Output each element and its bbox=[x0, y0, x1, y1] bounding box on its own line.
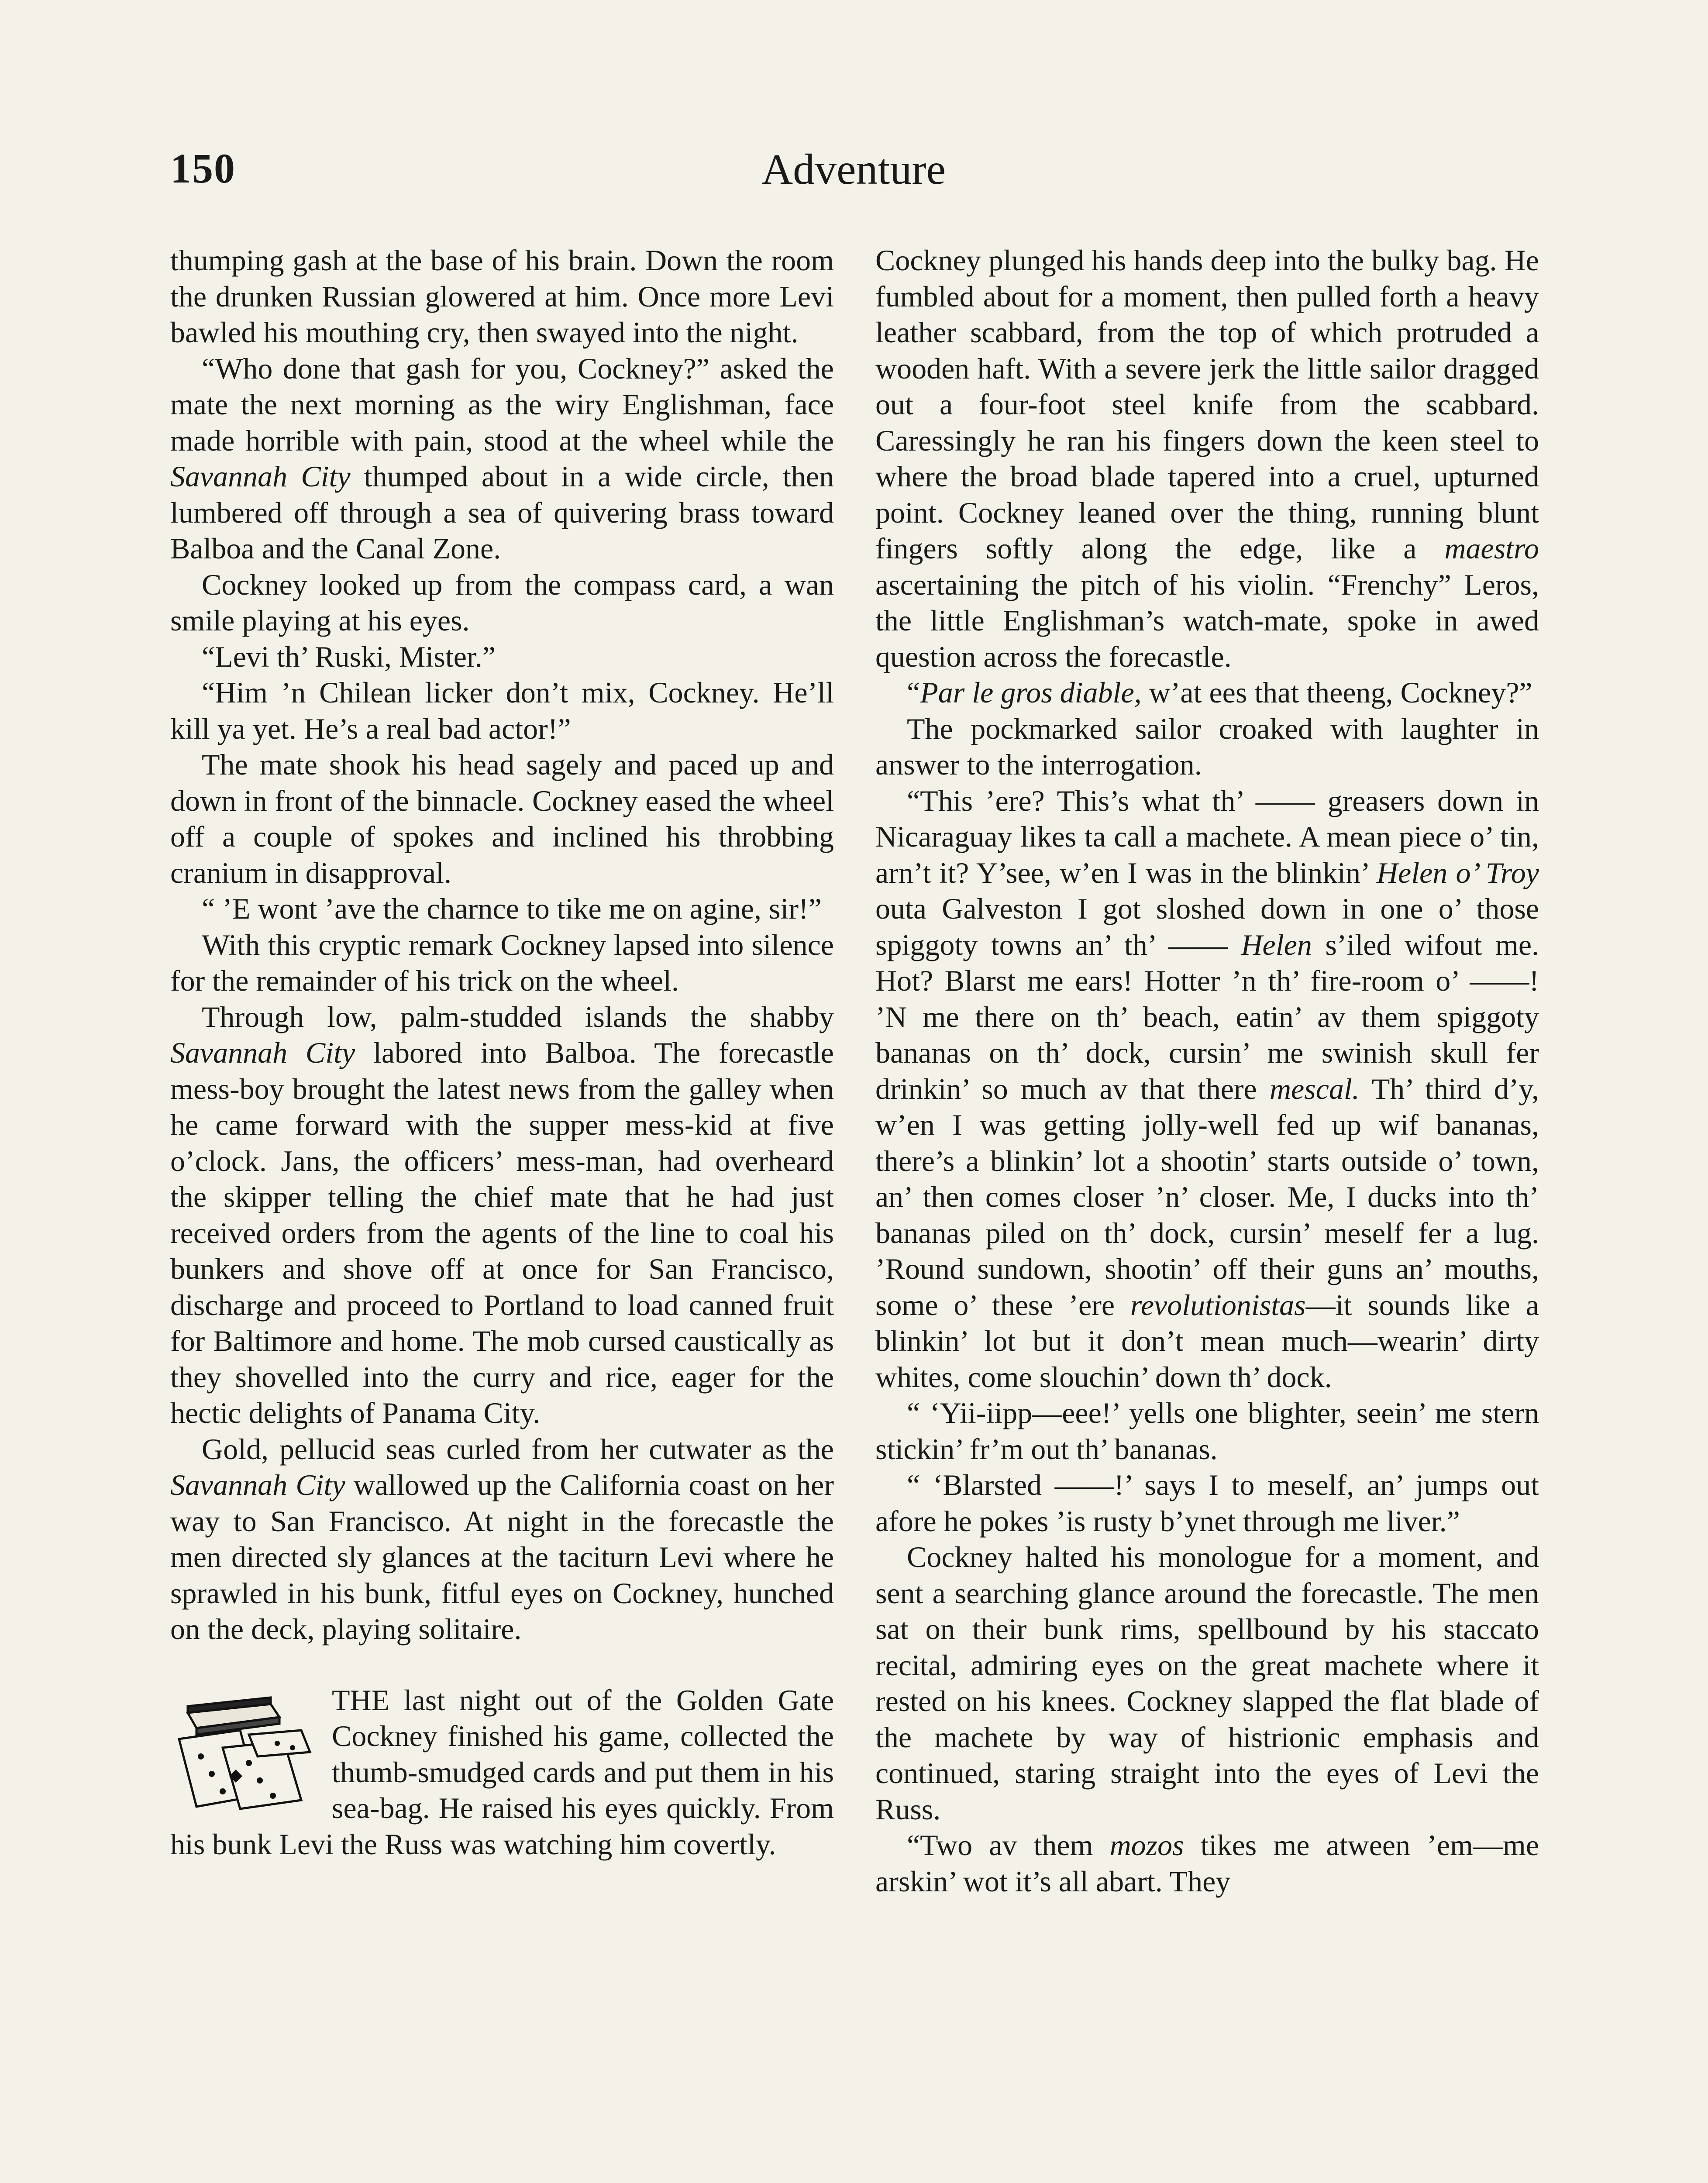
paragraph: “Who done that gash for you, Cockney?” asked the mate the next morning as the wiry Englishman, face made horrible with pain, stood at the wheel while the Savannah City thumped about in a wide circle, then lumbered off through a sea of quivering brass toward Balboa and the Canal Zone. bbox=[170, 351, 834, 565]
page-number: 150 bbox=[170, 145, 236, 192]
paragraph: The mate shook his head sagely and paced up and down in front of the binnacle. Cockney eased the wheel off a couple of spokes and inclined his throbbing cranium in disapproval. bbox=[170, 748, 834, 889]
section-opening-paragraph: THE last night out of the Golden Gate Cockney finished his game, collected the thumb-smudged cards and put them in his sea-bag. He raised his eyes quickly. From his bunk Levi the Russ was watching him covertly. bbox=[170, 1683, 834, 1861]
paragraph: “This ’ere? This’s what th’ —— greasers down in Nicaraguay likes ta call a machete. A mean piece o’ tin, arn’t it? Y’see, w’en I was in the blinkin’ Helen o’ Troy outa Galveston I got sloshed down in one o’ those spiggoty towns an’ th’ —— Helen s’iled wifout me. Hot? Blarst me ears! Hotter ’n th’ fire-room o’ ——! ’N me there on th’ beach, eatin’ av them spiggoty bananas on th’ dock, cursin’ me swinish skull fer drinkin’ so much av that there mescal. Th’ third d’y, w’en I was getting jolly-well fed up wif bananas, there’s a blinkin’ lot a shootin’ starts outside o’ town, an’ then comes closer ’n’ closer. Me, I ducks into th’ bananas piled on th’ dock, cursin’ meself fer a lug. ’Round sundown, shootin’ off their guns an’ mouths, some o’ these ’ere revolutionistas—it sounds like a blinkin’ lot but it don’t mean much—wearin’ dirty whites, come slouchin’ down th’ dock. bbox=[875, 784, 1539, 1394]
paragraph: “Two av them mozos tikes me atween ’em—me arskin’ wot it’s all abart. They bbox=[875, 1828, 1539, 1898]
paragraph: “ ’E wont ’ave the charnce to tike me on agine, sir!” bbox=[202, 892, 822, 925]
paragraph: “ ‘Yii-iipp—eee!’ yells one blighter, seein’ me stern stickin’ fr’m out th’ bananas. bbox=[875, 1396, 1539, 1466]
left-column bbox=[170, 242, 834, 1862]
paragraph: Gold, pellucid seas curled from her cutwater as the Savannah City wallowed up the California coast on her way to San Francisco. At night in the forecastle the men directed sly glances at the taciturn Levi where he sprawled in his bunk, fitful eyes on Cockney, hunched on the deck, playing solitaire. bbox=[170, 1432, 834, 1646]
ship-name: Savannah City bbox=[170, 1036, 355, 1069]
ship-name: Savannah City bbox=[170, 460, 351, 493]
right-column bbox=[875, 242, 1539, 1899]
paragraph: “Levi th’ Ruski, Mister.” bbox=[202, 640, 496, 673]
paragraph: “Him ’n Chilean licker don’t mix, Cockney. He’ll kill ya yet. He’s a real bad actor!” bbox=[170, 676, 834, 745]
ship-name: Savannah City bbox=[170, 1468, 345, 1501]
paragraph: With this cryptic remark Cockney lapsed into silence for the remainder of his trick on the wheel. bbox=[170, 928, 834, 997]
paragraph: Cockney looked up from the compass card, a wan smile playing at his eyes. bbox=[170, 568, 834, 637]
paragraph: thumping gash at the base of his brain. Down the room the drunken Russian glowered at him. Once more Levi bawled his mouthing cry, then swayed into the night. bbox=[170, 244, 834, 349]
playing-cards-icon bbox=[170, 1687, 314, 1818]
paragraph: “Par le gros diable, w’at ees that theeng, Cockney?” bbox=[907, 676, 1532, 709]
section-cap-word: THE bbox=[332, 1683, 390, 1717]
paragraph: The pockmarked sailor croaked with laughter in answer to the interrogation. bbox=[875, 712, 1539, 781]
page-header bbox=[170, 144, 1537, 205]
magazine-title: Adventure bbox=[761, 145, 946, 193]
paragraph: “ ‘Blarsted ——!’ says I to meself, an’ jumps out afore he pokes ’is rusty b’ynet through me liver.” bbox=[875, 1468, 1539, 1538]
paragraph: Cockney plunged his hands deep into the bulky bag. He fumbled about for a moment, then pulled forth a heavy leather scabbard, from the top of which protruded a wooden haft. With a severe jerk the little sailor dragged out a four-foot steel knife from the scabbard. Caressingly he ran his fingers down the keen steel to where the broad blade tapered into a cruel, upturned point. Cockney leaned over the thing, running blunt fingers softly along the edge, like a maestro ascertaining the pitch of his violin. “Frenchy” Leros, the little Englishman’s watch-mate, spoke in awed question across the forecastle. bbox=[875, 244, 1539, 673]
paragraph: Through low, palm-studded islands the shabby Savannah City labored into Balboa. The forecastle mess-boy brought the latest news from the galley when he came forward with the supper mess-kid at five o’clock. Jans, the officers’ mess-man, had overheard the skipper telling the chief mate that he had just received orders from the agents of the line to coal his bunkers and shove off at once for San Francisco, discharge and proceed to Portland to load canned fruit for Baltimore and home. The mob cursed caustically as they shovelled into the curry and rice, eager for the hectic delights of Panama City. bbox=[170, 1000, 834, 1429]
paragraph: Cockney halted his monologue for a moment, and sent a searching glance around the forecastle. The men sat on their bunk rims, spellbound by his staccato recital, admiring eyes on the great machete where it rested on his knees. Cockney slapped the flat blade of the machete by way of histrionic emphasis and continued, staring straight into the eyes of Levi the Russ. bbox=[875, 1540, 1539, 1826]
